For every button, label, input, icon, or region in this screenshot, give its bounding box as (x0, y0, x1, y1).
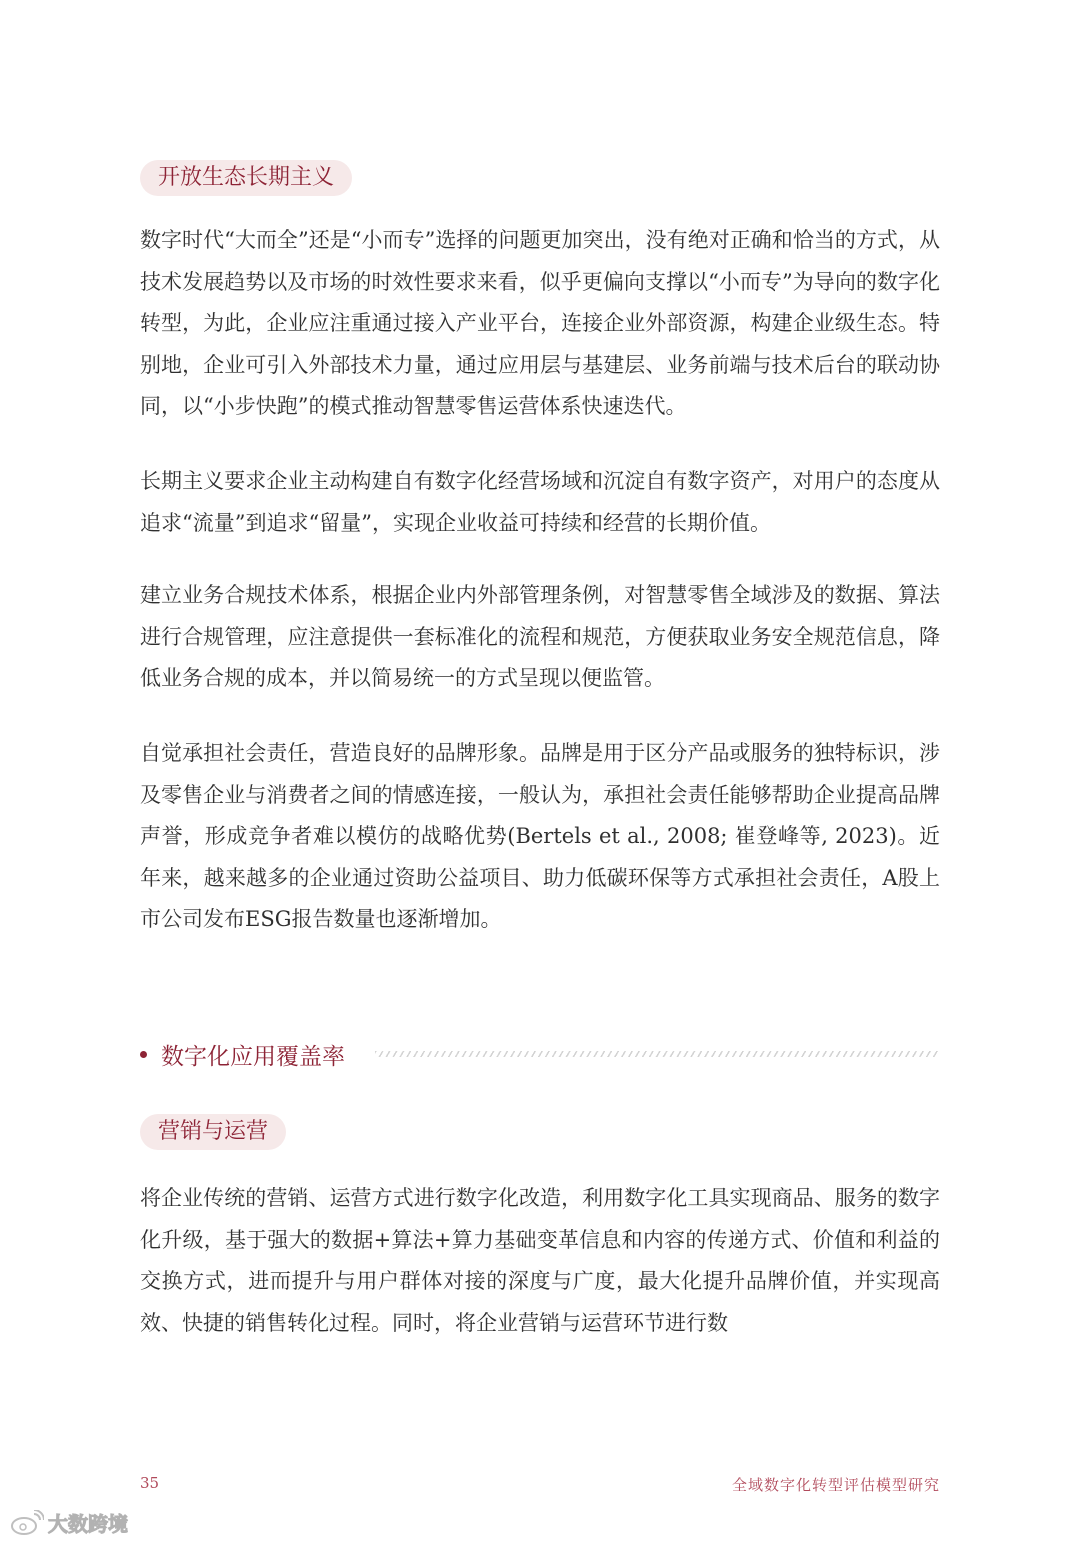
subsection-tag-open-ecosystem: 开放生态长期主义 (140, 160, 352, 196)
section-title: 数字化应用覆盖率 (161, 1043, 345, 1070)
section-heading (140, 1036, 940, 1072)
paragraph-social-responsibility: 自觉承担社会责任，营造良好的品牌形象。品牌是用于区分产品或服务的独特标识，涉及零售企业与消费者之间的情感连接，一般认为，承担社会责任能够帮助企业提高品牌声誉，形成竞争者难以模仿的战略优势(Bertels et al., 2008; 崔登峰等, 2023)。近年来，越来越多的企业通过资助公益项目、助力低碳环保等方式承担社会责任，A股上市公司发布ESG报告数量也逐渐增加。 (140, 741, 940, 931)
paragraph-compliance: 建立业务合规技术体系，根据企业内外部管理条例，对智慧零售全域涉及的数据、算法进行合规管理，应注意提供一套标准化的流程和规范，方便获取业务安全规范信息，降低业务合规的成本，并以简易统一的方式呈现以便监管。 (140, 583, 940, 690)
paragraph-marketing: 将企业传统的营销、运营方式进行数字化改造，利用数字化工具实现商品、服务的数字化升级，基于强大的数据+算法+算力基础变革信息和内容的传递方式、价值和利益的交换方式，进而提升与用户群体对接的深度与广度，最大化提升品牌价值，并实现高效、快捷的销售转化过程。同时，将企业营销与运营环节进行数 (140, 1186, 940, 1335)
document-title: 全域数字化转型评估模型研究 (731, 1476, 940, 1494)
page-number: 35 (140, 1474, 160, 1492)
paragraph-ecosystem: 数字时代“大而全”还是“小而专”选择的问题更加突出，没有绝对正确和恰当的方式，从技术发展趋势以及市场的时效性要求来看，似乎更偏向支撑以“小而专”为导向的数字化转型，为此，企业应注重通过接入产业平台，连接企业外部资源，构建企业级生态。特别地，企业可引入外部技术力量，通过应用层与基建层、业务前端与技术后台的联动协同，以“小步快跑”的模式推动智慧零售运营体系快速迭代。 (140, 228, 940, 418)
paragraph-long-termism: 长期主义要求企业主动构建自有数字化经营场域和沉淀自有数字资产，对用户的态度从追求“流量”到追求“留量”，实现企业收益可持续和经营的长期价值。 (140, 469, 940, 535)
weibo-logo-icon (10, 1510, 44, 1536)
dashed-divider (375, 1051, 940, 1057)
subsection-tag-marketing: 营销与运营 (140, 1114, 286, 1150)
watermark (10, 1508, 128, 1537)
watermark-text: 大数跨境 (48, 1512, 128, 1536)
bullet-dot-icon (140, 1051, 147, 1058)
